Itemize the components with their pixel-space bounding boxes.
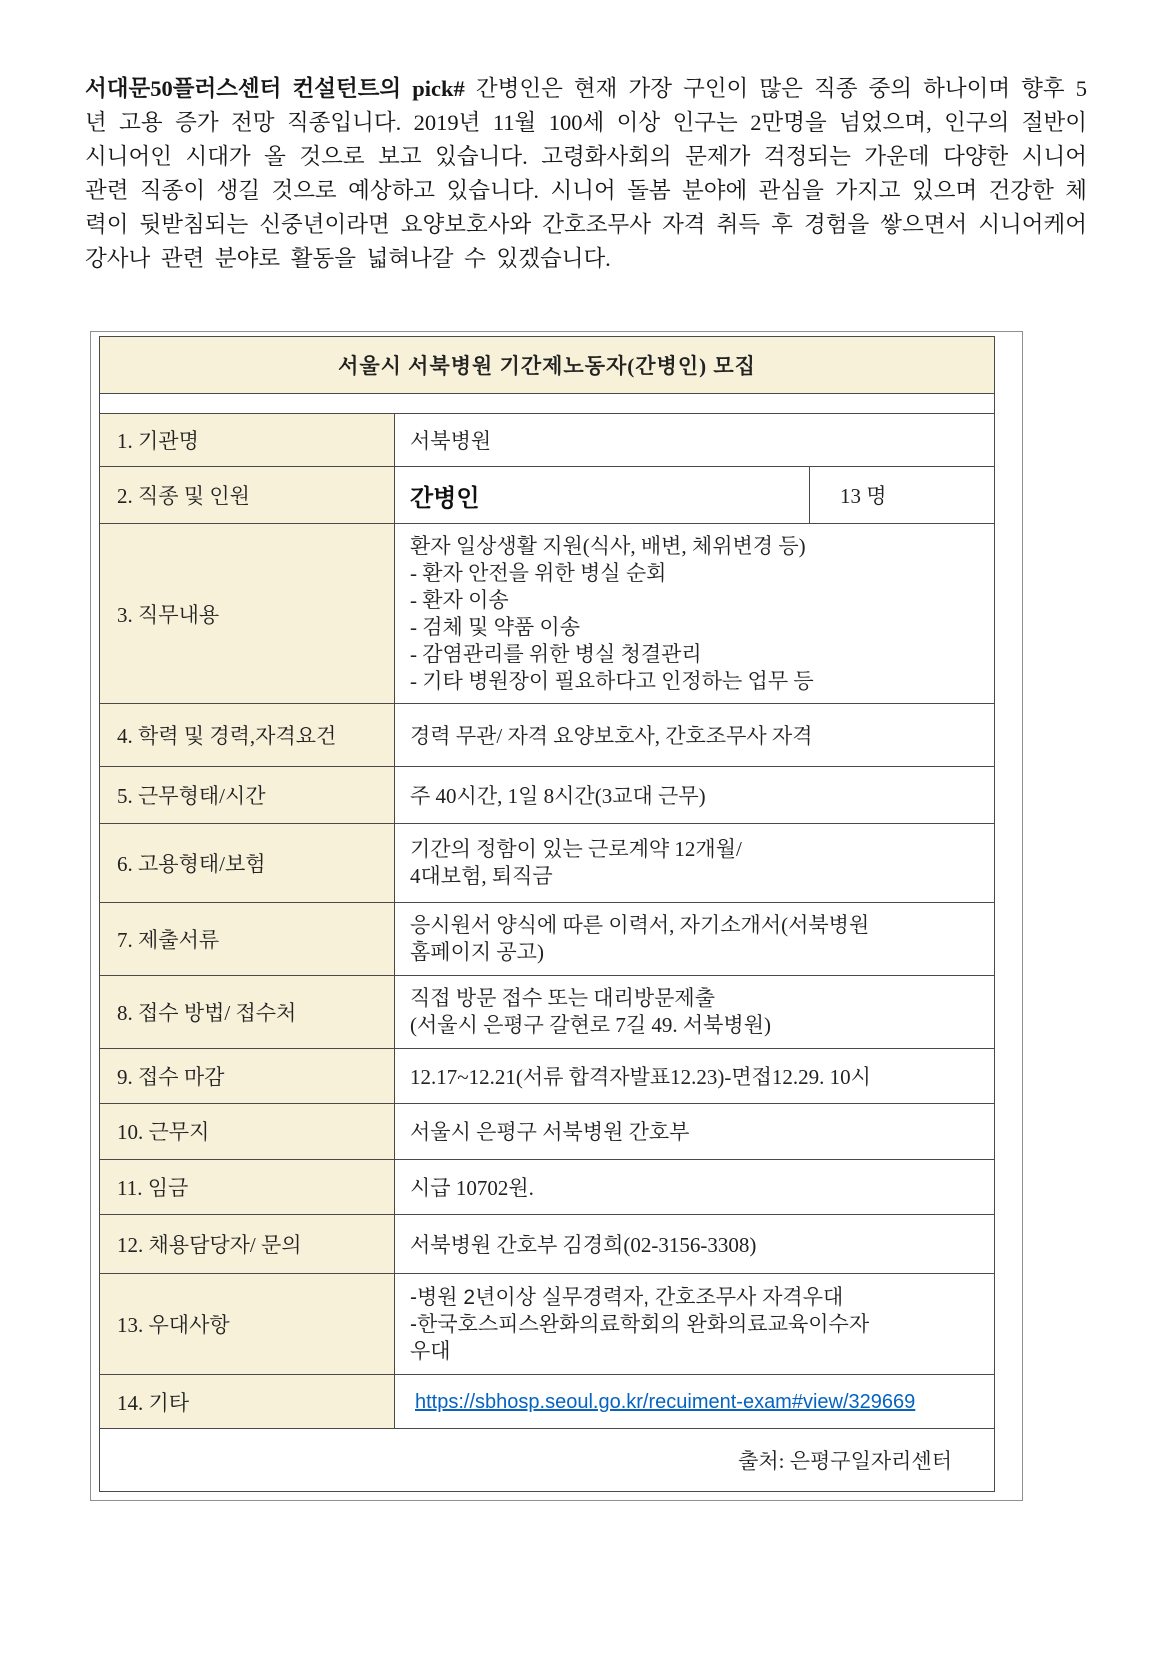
row-value-duties: [395, 524, 995, 703]
value-line: -병원 2년이상 실무경력자, 간호조무사 자격우대: [410, 1285, 844, 1309]
table-row: [100, 903, 995, 976]
duty-line: - 환자 안전을 위한 병실 순회: [410, 560, 667, 585]
table-row: [100, 1274, 995, 1375]
value-line: (서울시 은평구 갈현로 7길 49. 서북병원): [410, 1013, 771, 1038]
row-value: 서울시 은평구 서북병원 간호부: [395, 1103, 995, 1159]
table-outer-frame: [90, 331, 1023, 1501]
table-row: [100, 1049, 995, 1104]
intro-paragraph: [85, 72, 1087, 276]
table-title-row: [100, 337, 995, 394]
value-line: 기간의 정함이 있는 근로계약 12개월/: [410, 837, 742, 862]
row-value: [395, 824, 995, 903]
table-row: [100, 413, 995, 466]
duty-line: - 검체 및 약품 이송: [410, 614, 580, 639]
row-value: [395, 1274, 995, 1375]
table-row: [100, 1215, 995, 1274]
table-row: [100, 1375, 995, 1429]
row-label: 1. 기관명: [100, 413, 395, 466]
row-label: 8. 접수 방법/ 접수처: [100, 976, 395, 1049]
source-text: 출처: 은평구일자리센터: [100, 1429, 995, 1492]
value-line: 응시원서 양식에 따른 이력서, 자기소개서(서북병원: [410, 913, 870, 938]
value-line: -한국호스피스완화의료학회의 완화의료교육이수자: [410, 1312, 870, 1336]
table-title: 서울시 서북병원 기간제노동자(간병인) 모집: [100, 337, 995, 394]
row-value: 경력 무관/ 자격 요양보호사, 간호조무사 자격: [395, 703, 995, 766]
job-posting-table: [99, 336, 995, 1492]
source-row: [100, 1429, 995, 1492]
table-row: [100, 466, 995, 524]
row-value: [395, 903, 995, 976]
row-label: 9. 접수 마감: [100, 1049, 395, 1104]
intro-lead-bold: 서대문50플러스센터 컨설턴트의 pick#: [85, 76, 465, 101]
table-row: [100, 524, 995, 703]
row-value: 시급 10702원.: [395, 1159, 995, 1215]
table-row: [100, 1103, 995, 1159]
row-value: [395, 976, 995, 1049]
intro-body-text: 간병인은 현재 가장 구인이 많은 직종 중의 하나이며 향후 5년 고용 증가 전망 직종입니다. 2019년 11월 100세 이상 인구는 2만명을 넘었으며, 인구의 절반이 시니어인 시대가 올 것으로 보고 있습니다. 고령화사회의 문제가 걱정되는 가운데 다양한 시니어 관련 직종이 생길 것으로 예상하고 있습니다. 시니어 돌봄 분야에 관심을 가지고 있으며 건강한 체력이 뒷받침되는 신중년이라면 요양보호사와 간호조무사 자격 취득 후 경험을 쌓으면서 시니어케어 강사나 관련 분야로 활동을 넓혀나갈 수 있겠습니다.: [85, 76, 1087, 271]
value-line: 직접 방문 접수 또는 대리방문제출: [410, 986, 716, 1011]
row-label: 11. 임금: [100, 1159, 395, 1215]
row-label: 12. 채용담당자/ 문의: [100, 1215, 395, 1274]
duty-line: - 환자 이송: [410, 587, 509, 612]
row-value-job-title: [395, 466, 810, 524]
row-label: 5. 근무형태/시간: [100, 766, 395, 824]
row-label: 14. 기타: [100, 1375, 395, 1429]
spacer-row: [100, 393, 995, 413]
spacer-cell: [100, 393, 995, 413]
value-line: 홈페이지 공고): [410, 940, 544, 965]
row-value: 12.17~12.21(서류 합격자발표12.23)-면접12.29. 10시: [395, 1049, 995, 1104]
row-value: 서북병원 간호부 김경희(02-3156-3308): [395, 1215, 995, 1274]
duty-line: - 기타 병원장이 필요하다고 인정하는 업무 등: [410, 668, 814, 693]
row-value: 서북병원: [395, 413, 995, 466]
row-label: 6. 고용형태/보험: [100, 824, 395, 903]
row-value-link: [395, 1375, 995, 1429]
row-label: 10. 근무지: [100, 1103, 395, 1159]
table-row: [100, 766, 995, 824]
row-label: 13. 우대사항: [100, 1274, 395, 1375]
table-row: [100, 976, 995, 1049]
recruitment-link[interactable]: https://sbhosp.seoul.go.kr/recuiment-exam#view/329669: [415, 1391, 916, 1414]
value-line: 우대: [410, 1339, 451, 1363]
job-title-text: 간병인: [410, 484, 480, 512]
duty-line: - 감염관리를 위한 병실 청결관리: [410, 641, 702, 666]
table-row: [100, 703, 995, 766]
row-label: 7. 제출서류: [100, 903, 395, 976]
value-line: 4대보험, 퇴직금: [410, 864, 553, 889]
duty-line: 환자 일상생활 지원(식사, 배변, 체위변경 등): [410, 533, 806, 558]
row-value: 주 40시간, 1일 8시간(3교대 근무): [395, 766, 995, 824]
table-row: [100, 824, 995, 903]
row-value-headcount: 13 명: [810, 466, 995, 524]
row-label: 3. 직무내용: [100, 524, 395, 703]
row-label: 2. 직종 및 인원: [100, 466, 395, 524]
table-row: [100, 1159, 995, 1215]
row-label: 4. 학력 및 경력,자격요건: [100, 703, 395, 766]
